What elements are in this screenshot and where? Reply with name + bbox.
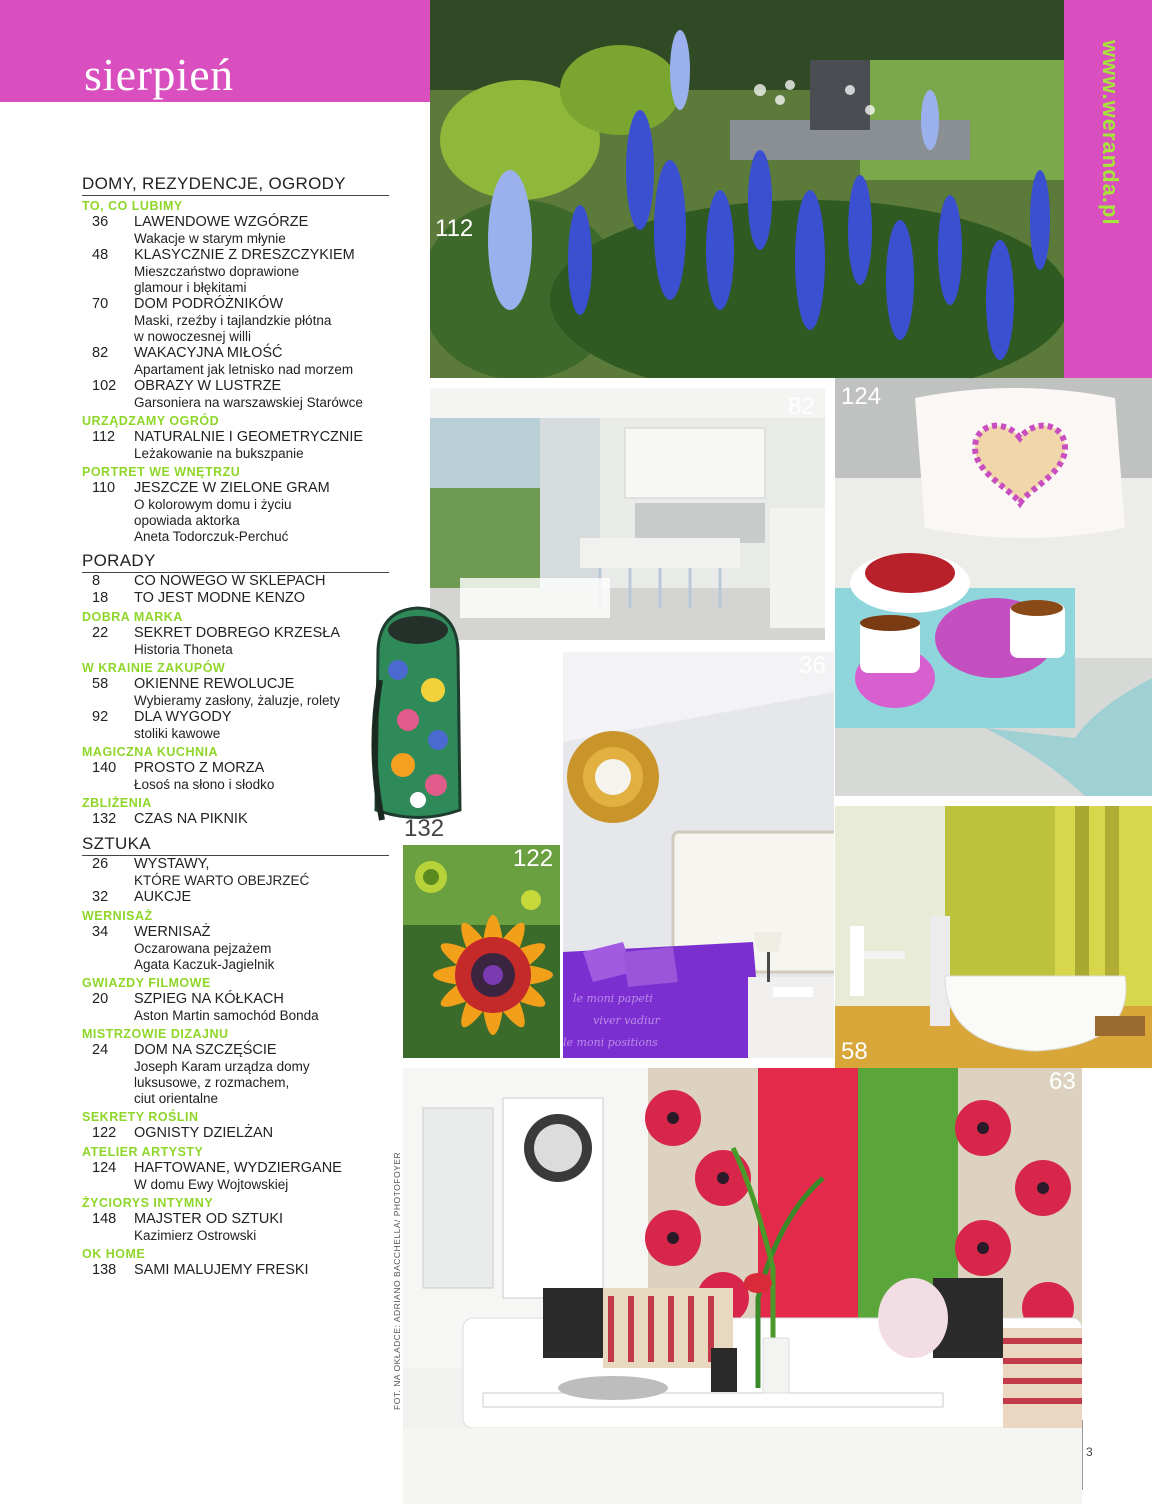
kitchen-photo[interactable] [430, 388, 825, 640]
entry-page-number: 34 [92, 924, 109, 940]
entry-subtitle: Maski, rzeźby i tajlandzkie płótna [134, 313, 332, 328]
category-label: SEKRETY ROŚLIN [82, 1110, 199, 1124]
photo-credit: FOT. NA OKŁADCE: ADRIANO BACCHELLA/ PHOTOFOYER [392, 1151, 402, 1410]
category-label: MISTRZOWIE DIZAJNU [82, 1027, 229, 1041]
entry-page-number: 58 [92, 676, 109, 692]
entry-subtitle: Apartament jak letnisko nad morzem [134, 362, 354, 377]
category-label: ZBLIŻENIA [82, 796, 152, 810]
garden-photo[interactable] [430, 0, 1064, 378]
entry-subtitle: Aston Martin samochód Bonda [134, 1008, 319, 1023]
entry-title: DOM NA SZCZĘŚCIE [134, 1042, 277, 1058]
backpack-page-number: 132 [404, 815, 445, 842]
entry-subtitle: Aneta Todorczuk-Perchuć [134, 529, 289, 544]
kitchen-image [430, 388, 825, 640]
section-heading: PORADY [82, 551, 389, 573]
living-room-photo[interactable] [403, 1068, 1082, 1504]
toc-entry[interactable] [82, 590, 389, 607]
category-label: URZĄDZAMY OGRÓD [82, 414, 220, 428]
toc-entry[interactable] [82, 214, 389, 247]
toc-entry[interactable] [82, 1042, 389, 1107]
toc-entry[interactable] [82, 1125, 389, 1142]
toc-entry[interactable] [82, 811, 389, 828]
toc-entry[interactable] [82, 573, 389, 590]
page-title: sierpień [84, 49, 234, 100]
entry-title: SZPIEG NA KÓŁKACH [134, 991, 284, 1007]
entry-subtitle: Oczarowana pejzażem [134, 941, 272, 956]
entry-subtitle: Garsoniera na warszawskiej Starówce [134, 395, 363, 410]
toc-entry[interactable] [82, 856, 389, 889]
entry-title: NATURALNIE I GEOMETRYCZNIE [134, 429, 364, 445]
category-label: WERNISAŻ [82, 909, 153, 923]
entry-subtitle: KTÓRE WARTO OBEJRZEĆ [134, 873, 310, 888]
living-room-image [403, 1068, 1082, 1504]
section-heading: DOMY, REZYDENCJE, OGRODY [82, 174, 389, 196]
backpack-photo[interactable] [368, 600, 466, 840]
living-room-page-number: 63 [1049, 1068, 1076, 1095]
category-label: ATELIER ARTYSTY [82, 1145, 204, 1159]
toc-entry[interactable] [82, 429, 389, 462]
toc-entry[interactable] [82, 1160, 389, 1193]
bath-photo[interactable] [835, 806, 1152, 1068]
entry-subtitle: Kazimierz Ostrowski [134, 1228, 257, 1243]
entry-page-number: 36 [92, 214, 109, 230]
flower-photo[interactable] [403, 845, 560, 1058]
entry-title: KLASYCZNIE Z DRESZCZYKIEM [134, 247, 355, 263]
entry-title: WYSTAWY, [134, 856, 210, 872]
entry-subtitle: w nowoczesnej willi [134, 329, 252, 344]
entry-subtitle: Leżakowanie na bukszpanie [134, 446, 304, 461]
category-label: DOBRA MARKA [82, 610, 183, 624]
entry-title: HAFTOWANE, WYDZIERGANE [134, 1160, 342, 1176]
entry-title: DLA WYGODY [134, 709, 232, 725]
entry-subtitle: Łosoś na słono i słodko [134, 777, 275, 792]
toc-entry[interactable] [82, 345, 389, 378]
category-label: W KRAINIE ZAKUPÓW [82, 661, 226, 675]
entry-page-number: 26 [92, 856, 109, 872]
pillow-image [835, 378, 1152, 796]
entry-title: WERNISAŻ [134, 924, 211, 940]
entry-subtitle: Agata Kaczuk-Jagielnik [134, 957, 275, 972]
entry-subtitle: opowiada aktorka [134, 513, 240, 528]
entry-page-number: 110 [92, 480, 116, 496]
entry-subtitle: Joseph Karam urządza domy [134, 1059, 310, 1074]
bedroom-page-number: 36 [799, 652, 826, 679]
entry-subtitle: glamour i błękitami [134, 280, 247, 295]
entry-subtitle: Wybieramy zasłony, żaluzje, rolety [134, 693, 340, 708]
garden-page-number: 112 [435, 215, 474, 242]
entry-title: OGNISTY DZIELŻAN [134, 1125, 274, 1141]
category-label: ŻYCIORYS INTYMNY [82, 1196, 214, 1210]
entry-title: OBRAZY W LUSTRZE [134, 378, 282, 394]
pillow-photo[interactable] [835, 378, 1152, 796]
page-number-rule [1082, 1420, 1083, 1490]
page-number: 3 [1086, 1445, 1093, 1459]
entry-page-number: 70 [92, 296, 109, 312]
entry-page-number: 22 [92, 625, 109, 641]
entry-page-number: 138 [92, 1262, 117, 1278]
entry-title: OKIENNE REWOLUCJE [134, 676, 295, 692]
entry-page-number: 92 [92, 709, 109, 725]
entry-page-number: 132 [92, 811, 117, 827]
entry-title: WAKACYJNA MIŁOŚĆ [134, 345, 283, 361]
entry-page-number: 18 [92, 590, 109, 606]
svg-text:le moni papeti: le moni papeti [573, 992, 653, 1005]
entry-title: CZAS NA PIKNIK [134, 811, 248, 827]
entry-subtitle: Historia Thoneta [134, 642, 233, 657]
entry-subtitle: W domu Ewy Wojtowskiej [134, 1177, 289, 1192]
toc-entry[interactable] [82, 378, 389, 411]
bedroom-photo[interactable] [563, 652, 834, 1058]
toc-entry[interactable] [82, 676, 389, 709]
entry-page-number: 20 [92, 991, 109, 1007]
pillow-page-number: 124 [841, 383, 882, 410]
entry-page-number: 122 [92, 1125, 117, 1141]
bedroom-image [563, 652, 834, 1058]
kitchen-page-number: 82 [788, 393, 815, 420]
bath-page-number: 58 [841, 1038, 868, 1065]
entry-page-number: 32 [92, 889, 109, 905]
entry-subtitle: Mieszczaństwo doprawione [134, 264, 300, 279]
entry-page-number: 48 [92, 247, 109, 263]
toc-entry[interactable] [82, 889, 389, 906]
website-url[interactable]: www.weranda.pl [1098, 40, 1123, 226]
entry-page-number: 102 [92, 378, 117, 394]
bath-image [835, 806, 1152, 1068]
entry-title: PROSTO Z MORZA [134, 760, 265, 776]
flower-image [403, 845, 560, 1058]
entry-title: DOM PODRÓŻNIKÓW [134, 296, 284, 312]
toc-entry[interactable] [82, 1211, 389, 1244]
garden-image [430, 0, 1064, 378]
entry-page-number: 82 [92, 345, 109, 361]
svg-text:viver vadiur: viver vadiur [593, 1014, 660, 1027]
table-of-contents [82, 168, 389, 1279]
entry-subtitle: luksusowe, z rozmachem, [134, 1075, 290, 1090]
flower-page-number: 122 [513, 845, 554, 872]
toc-entry[interactable] [82, 1262, 389, 1279]
entry-subtitle: ciut orientalne [134, 1091, 219, 1106]
entry-page-number: 24 [92, 1042, 109, 1058]
toc-entry[interactable] [82, 625, 389, 658]
svg-text:le moni positions: le moni positions [563, 1036, 658, 1049]
toc-entry[interactable] [82, 709, 389, 742]
entry-title: AUKCJE [134, 889, 192, 905]
category-label: OK HOME [82, 1247, 146, 1261]
entry-title: CO NOWEGO W SKLEPACH [134, 573, 326, 589]
toc-entry[interactable] [82, 480, 389, 545]
toc-entry[interactable] [82, 991, 389, 1024]
entry-subtitle: stoliki kawowe [134, 726, 221, 741]
entry-title: SAMI MALUJEMY FRESKI [134, 1262, 309, 1278]
category-label: MAGICZNA KUCHNIA [82, 745, 218, 759]
entry-page-number: 124 [92, 1160, 117, 1176]
toc-entry[interactable] [82, 924, 389, 973]
entry-title: JESZCZE W ZIELONE GRAM [134, 480, 330, 496]
toc-entry[interactable] [82, 296, 389, 345]
backpack-image [368, 600, 466, 840]
entry-page-number: 112 [92, 429, 116, 445]
category-label: GWIAZDY FILMOWE [82, 976, 211, 990]
toc-entry[interactable] [82, 760, 389, 793]
entry-title: MAJSTER OD SZTUKI [134, 1211, 284, 1227]
entry-subtitle: O kolorowym domu i życiu [134, 497, 292, 512]
entry-page-number: 140 [92, 760, 117, 776]
entry-page-number: 8 [92, 573, 101, 589]
entry-title: LAWENDOWE WZGÓRZE [134, 214, 309, 230]
entry-page-number: 148 [92, 1211, 117, 1227]
category-label: TO, CO LUBIMY [82, 199, 183, 213]
entry-title: SEKRET DOBREGO KRZESŁA [134, 625, 341, 641]
category-label: PORTRET WE WNĘTRZU [82, 465, 241, 479]
entry-title: TO JEST MODNE KENZO [134, 590, 306, 606]
section-heading: SZTUKA [82, 834, 389, 856]
toc-entry[interactable] [82, 247, 389, 296]
entry-subtitle: Wakacje w starym młynie [134, 231, 286, 246]
